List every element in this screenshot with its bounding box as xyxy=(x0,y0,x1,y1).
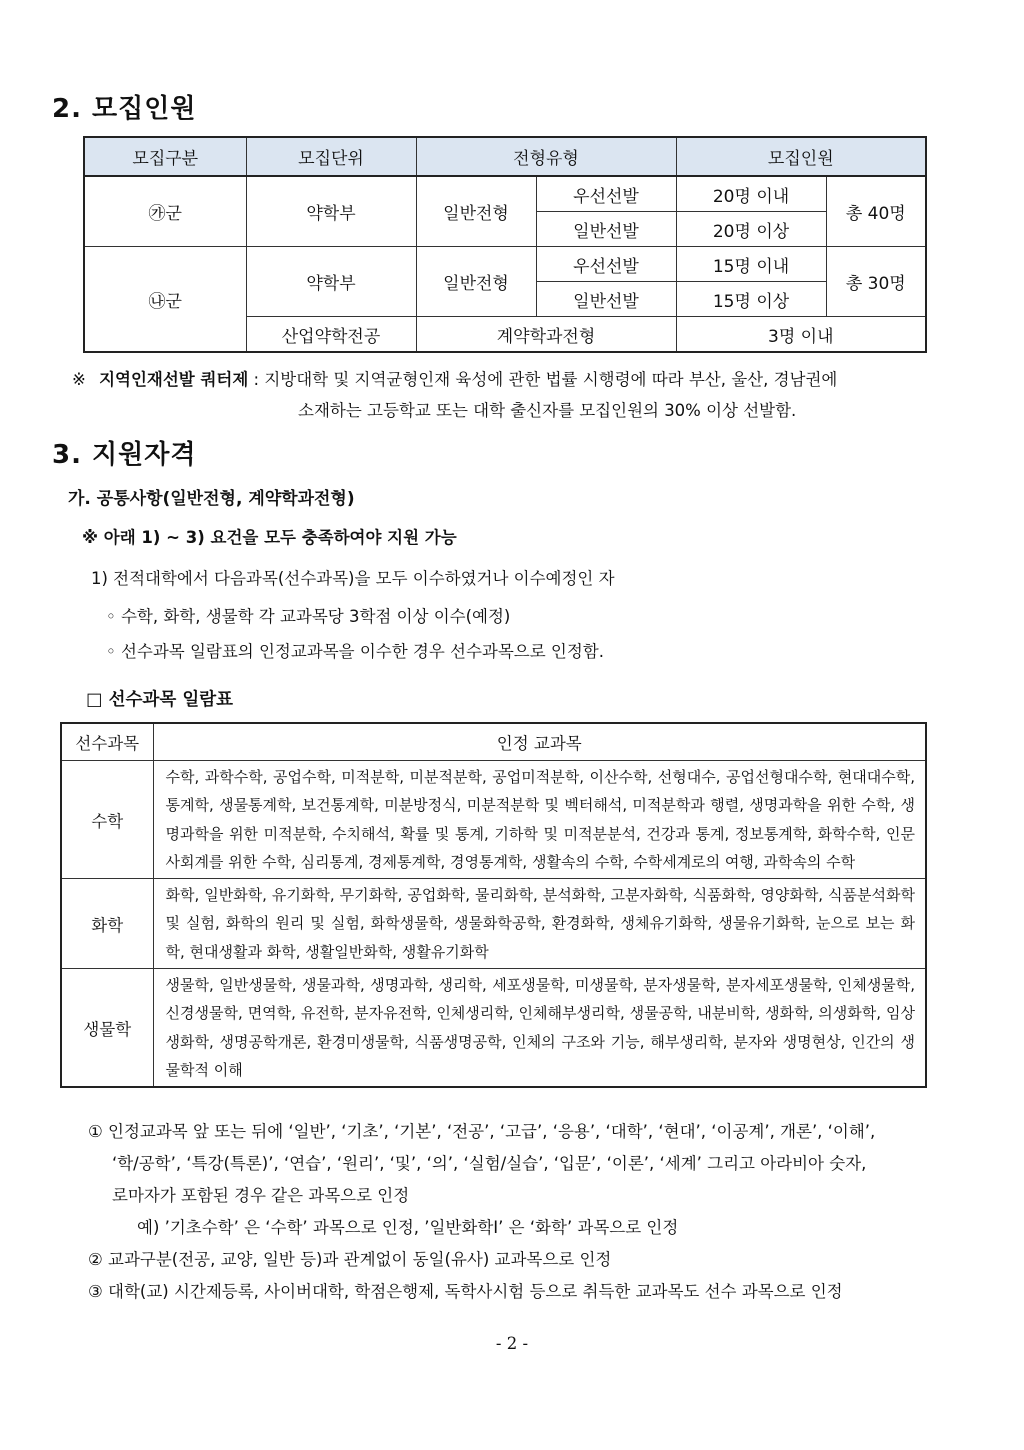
group-na: ㉯군 xyxy=(84,247,246,353)
count-cell: 15명 이내 xyxy=(676,247,826,282)
type-cell: 계약학과전형 xyxy=(416,317,676,353)
rule-1-line2: ‘학/공학’, ‘특강(특론)’, ‘연습’, ‘원리’, ‘및’, ‘의’, ‘실험/실습’, ‘입문’, ‘이론’, ‘세계’ 그리고 아라비아 숫자, xyxy=(112,1154,867,1173)
count-cell: 3명 이내 xyxy=(676,317,926,353)
prereq-table xyxy=(60,722,927,1088)
header-unit: 모집단위 xyxy=(246,137,416,176)
page-number: - 2 - xyxy=(495,1334,529,1353)
sub-type-cell: 우선선발 xyxy=(536,176,676,212)
type-cell: 일반전형 xyxy=(416,247,536,317)
rule-1-line1: ① 인정교과목 앞 또는 뒤에 ‘일반’, ‘기초’, ‘기본’, ‘전공’, ‘고급’, ‘응용’, ‘대학’, ‘현대’, ‘이공계’, 개론’, ‘이해’, xyxy=(88,1122,876,1141)
requirement-note: ※ 아래 1) ~ 3) 요건을 모두 충족하여야 지원 가능 xyxy=(82,528,457,547)
table-row xyxy=(61,969,926,1088)
header-count: 모집인원 xyxy=(676,137,926,176)
note-line1: : 지방대학 및 지역균형인재 육성에 관한 법률 시행령에 따라 부산, 울산, 경남권에 xyxy=(253,370,838,389)
section-title-recruitment: 2. 모집인원 xyxy=(52,94,197,124)
count-cell: 15명 이상 xyxy=(676,282,826,317)
unit-cell: 산업약학전공 xyxy=(246,317,416,353)
recruitment-table xyxy=(83,136,927,353)
subsection-common: 가. 공통사항(일반전형, 계약학과전형) xyxy=(68,489,355,509)
rule-2: ② 교과구분(전공, 교양, 일반 등)과 관계없이 동일(유사) 교과목으로 인정 xyxy=(88,1250,612,1269)
header-prereq: 선수과목 xyxy=(61,723,153,761)
table-header-row xyxy=(61,723,926,761)
table-row xyxy=(84,247,926,282)
table-row xyxy=(84,176,926,212)
bullet-1: ◦ 수학, 화학, 생물학 각 교과목당 3학점 이상 이수(예정) xyxy=(106,607,511,626)
count-cell: 20명 이상 xyxy=(676,212,826,247)
header-courses: 인정 교과목 xyxy=(153,723,926,761)
bullet-2: ◦ 선수과목 일람표의 인정교과목을 이수한 경우 선수과목으로 인정함. xyxy=(106,642,604,661)
table-header-row xyxy=(84,137,926,176)
prereq-table-title: □ 선수과목 일람표 xyxy=(86,690,234,710)
chemistry-courses: 화학, 일반화학, 유기화학, 무기화학, 공업화학, 물리화학, 분석화학, 고분자화학, 식품화학, 영양화학, 식품분석화학 및 실험, 화학의 원리 및 실험, 화학생물학, 생물화학공학, 환경화학, 생체유기화학, 생물유기화학, 눈으로 보는 화학, 현대생활과 화학, 생활일반화학, 생활유기화학 xyxy=(153,879,926,969)
note-mark: ※ xyxy=(72,370,86,389)
unit-cell: 약학부 xyxy=(246,176,416,247)
sub-type-cell: 일반선발 xyxy=(536,212,676,247)
group-ga: ㉮군 xyxy=(84,176,246,247)
subject-math: 수학 xyxy=(61,761,153,879)
biology-courses: 생물학, 일반생물학, 생물과학, 생명과학, 생리학, 세포생물학, 미생물학, 분자생물학, 분자세포생물학, 인체생물학, 신경생물학, 면역학, 유전학, 분자유전학, 인체생리학, 인체해부생리학, 생물공학, 내분비학, 생화학, 의생화학, 임상생화학, 생명공학개론, 환경미생물학, 식품생명공학, 인체의 구조와 기능, 해부생리학, 분자와 생명현상, 인간의 생물학적 이해 xyxy=(153,969,926,1088)
total-cell: 총 30명 xyxy=(826,247,926,317)
note-label: 지역인재선발 쿼터제 xyxy=(99,370,249,389)
header-type: 전형유형 xyxy=(416,137,676,176)
type-cell: 일반전형 xyxy=(416,176,536,247)
table-row xyxy=(61,879,926,969)
sub-type-cell: 일반선발 xyxy=(536,282,676,317)
item-1: 1) 전적대학에서 다음과목(선수과목)을 모두 이수하였거나 이수예정인 자 xyxy=(91,569,615,588)
regional-quota-note xyxy=(72,366,837,390)
table-row xyxy=(61,761,926,879)
count-cell: 20명 이내 xyxy=(676,176,826,212)
note-line2: 소재하는 고등학교 또는 대학 출신자를 모집인원의 30% 이상 선발함. xyxy=(298,401,797,420)
math-courses: 수학, 과학수학, 공업수학, 미적분학, 미분적분학, 공업미적분학, 이산수학, 선형대수, 공업선형대수학, 현대대수학, 통계학, 생물통계학, 보건통계학, 미분방정식, 미분적분학 및 벡터해석, 미적분학과 행렬, 생명과학을 위한 수학, 생명과학을 위한 미적분학, 수치해석, 확률 및 통계, 기하학 및 미적분분석, 건강과 통계, 정보통계학, 화학수학, 인문사회계를 위한 수학, 심리통계, 경제통계학, 경영통계학, 생활속의 수학, 수학세계로의 여행, 과학속의 수학 xyxy=(153,761,926,879)
header-category: 모집구분 xyxy=(84,137,246,176)
total-cell: 총 40명 xyxy=(826,176,926,247)
unit-cell: 약학부 xyxy=(246,247,416,317)
section-title-eligibility: 3. 지원자격 xyxy=(52,440,197,470)
rule-1-example: 예) ’기초수학’ 은 ‘수학’ 과목으로 인정, ’일반화학Ⅰ’ 은 ‘화학’ 과목으로 인정 xyxy=(137,1218,679,1237)
subject-chemistry: 화학 xyxy=(61,879,153,969)
rule-3: ③ 대학(교) 시간제등록, 사이버대학, 학점은행제, 독학사시험 등으로 취득한 교과목도 선수 과목으로 인정 xyxy=(88,1282,843,1301)
rule-1-line3: 로마자가 포함된 경우 같은 과목으로 인정 xyxy=(112,1186,410,1205)
subject-biology: 생물학 xyxy=(61,969,153,1088)
sub-type-cell: 우선선발 xyxy=(536,247,676,282)
